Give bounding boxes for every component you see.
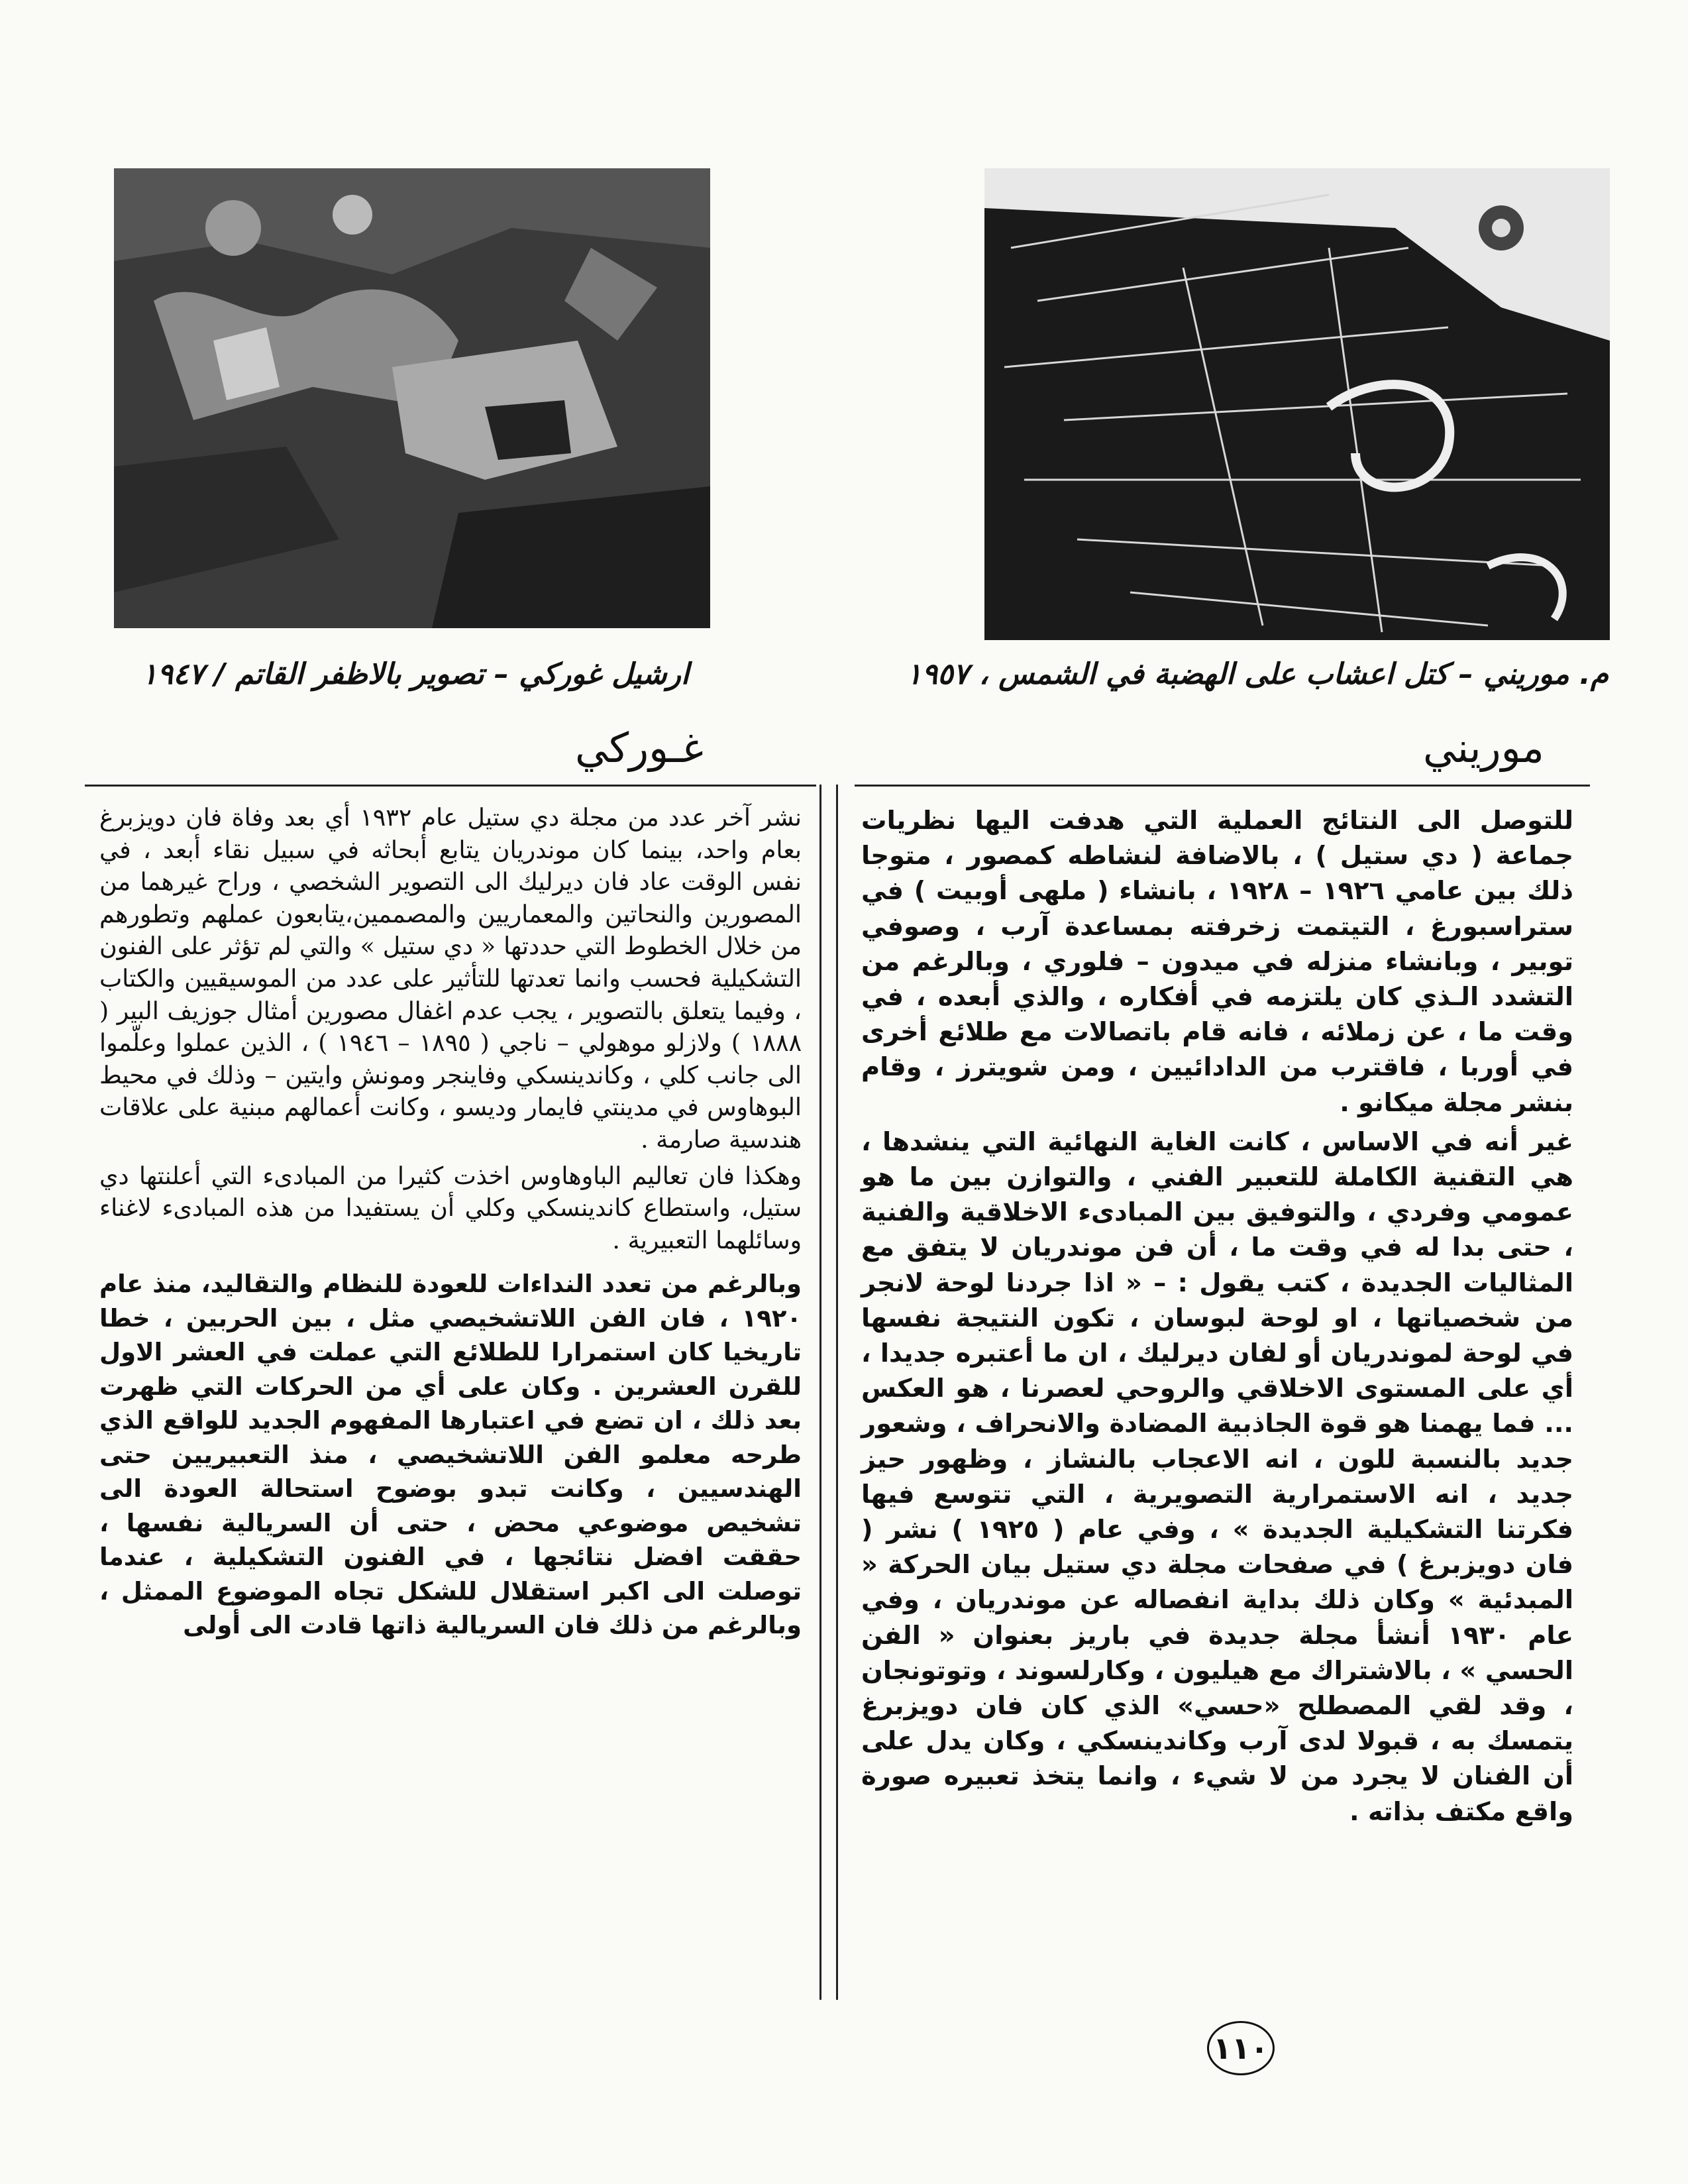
horizontal-rule-right bbox=[855, 785, 1590, 787]
paragraph: وهكذا فان تعاليم الباوهاوس اخذت كثيرا من المبادىء التي أعلنتها دي ستيل، واستطاع كاندينسكي وكلي أن يستفيدا من هذه المبادىء لاغناء وسائلهما التعبيرية . bbox=[99, 1161, 802, 1254]
photo-caption-right: م. موريني – كتل اعشاب على الهضبة في الشمس ، ١٩٥٧ bbox=[906, 657, 1609, 691]
column-divider bbox=[836, 785, 838, 2000]
paragraph: للتوصل الى النتائج العملية التي هدفت اليها نظريات جماعة ( دي ستيل ) ، بالاضافة لنشاطه كمصور ، متوجا ذلك بين عامي ١٩٢٦ – ١٩٢٨ ، بانشاء ( ملهى أوبيت ) في ستراسبورغ ، التيتمت زخرفته بمساعدة آرب ، وصوفي توبير ، وبانشاء منزله في ميدون – فلوري ، وبالرغم من التشدد الـذي كان يلتزمه في أفكاره ، والذي أبعده ، في وقت ما ، عن زملائه ، فانه قام باتصالات مع طلائع أخرى في أوربا ، فاقترب من الدادائيين ، ومن شويترز ، وقام بنشر مجلة ميكانو . bbox=[861, 806, 1573, 1118]
paragraph: نشر آخر عدد من مجلة دي ستيل عام ١٩٣٢ أي بعد وفاة فان دويزبرغ بعام واحد، بينما كان موندريان يتابع أبحاثه في سبيل نقاء أبعد ، في نفس الوقت عاد فان ديرليك الى التصوير الشخصي ، وراح غيرهما من المصورين والنحاتين والمعماريين والمصممين،يتابعون عملهم وتطورهم من خلال الخطوط التي حددتها « دي ستيل » والتي لم تؤثر على الفنون التشكيلية فحسب وانما تعدتها للتأثير على عدد من الموسيقيين والكتاب ، وفيما يتعلق بالتصوير ، يجب عدم اغفال مصورين أمثال جوزيف البير ( ١٨٨٨ ) ولازلو موهولي – ناجي ( ١٨٩٥ – ١٩٤٦ ) ، الذين عملوا وعلّموا الى جانب كلي ، وكاندينسكي وفاينجر ومونش وايتين – وذلك في محيط البوهاوس في مدينتي فايمار وديسو ، وكانت أعمالهم مبنية على علاقات هندسية صارمة . bbox=[99, 803, 802, 1154]
column-divider bbox=[819, 785, 821, 2000]
photo-caption-left: ارشيل غوركي – تصوير بالاظفر القاتم / ١٩٤٧ bbox=[141, 657, 690, 691]
paragraph-bold: وبالرغم من تعدد النداءات للعودة للنظام والتقاليد، منذ عام ١٩٢٠ ، فان الفن اللاتشخيصي مثل ، بين الحربين ، خطا تاريخيا كان استمرارا للطلائع التي عملت في العشر الاول للقرن العشرين . وكان على أي من الحركات التي ظهرت بعد ذلك ، ان تضع في اعتبارها المفهوم الجديد للواقع الذي طرحه معلمو الفن اللاتشخيصي ، منذ التعبيريين حتى الهندسيين ، وكانت تبدو بوضوح استحالة العودة الى تشخيص موضوعي محض ، حتى أن السريالية نفسها ، حققت افضل نتائجها ، في الفنون التشكيلية ، عندما توصلت الى اكبر استقلال للشكل تجاه الموضوع الممثل ، وبالرغم من ذلك فان السريالية ذاتها قادت الى أولى bbox=[99, 1270, 802, 1640]
horizontal-rule-left bbox=[85, 785, 816, 787]
text-column-left bbox=[99, 802, 802, 1647]
page-number: ١١٠ bbox=[1207, 2021, 1275, 2075]
painting-abstract-graphic bbox=[114, 168, 710, 628]
sculpture-abstract-graphic bbox=[984, 168, 1610, 640]
text-column-right bbox=[861, 803, 1573, 1833]
sculpture-photo-morini bbox=[984, 168, 1610, 640]
section-title-gorky: غـوركي bbox=[575, 724, 704, 772]
painting-photo-gorky bbox=[114, 168, 710, 628]
paragraph: غير أنه في الاساس ، كانت الغاية النهائية التي ينشدها ، هي التقنية الكاملة للتعبير الفني ، والتوازن بين ما هو عمومي وفردي ، والتوفيق بين المبادىء الاخلاقية والفنية ، حتى بدا له في وقت ما ، أن فن موندريان لا يتفق مع المثاليات الجديدة ، كتب يقول : – « اذا جردنا لوحة لانجر من شخصياتها ، او لوحة لبوسان ، تكون النتيجة نفسها في لوحة لموندريان أو لفان ديرليك ، ان ما أعتبره جديدا ، أي على المستوى الاخلاقي والروحي لعصرنا ، هو العكس ... فما يهمنا هو قوة الجاذبية المضادة والانحراف ، وشعور جديد بالنسبة للون ، انه الاعجاب بالنشاز ، وظهور حيز جديد ، انه الاستمرارية التصويرية ، التي تتوسع فيها فكرتنا التشكيلية الجديدة » ، وفي عام ( ١٩٢٥ ) نشر ( فان دويزبرغ ) في صفحات مجلة دي ستيل بيان الحركة « المبدئية » وكان ذلك بداية انفصاله عن موندريان ، وفي عام ١٩٣٠ أنشأ مجلة جديدة في باريز بعنوان « الفن الحسي » ، بالاشتراك مع هيليون ، وكارلسوند ، وتوتونجان ، وقد لقي المصطلح «حسي» الذي كان فان دويزبرغ يتمسك به ، قبولا لدى آرب وكاندينسكي ، وكان يدل على أن الفنان لا يجرد من لا شيء ، وانما يتخذ تعبيره صورة واقع مكتف بذاته . bbox=[861, 1126, 1573, 1827]
section-title-morini: موريني bbox=[1423, 724, 1544, 772]
